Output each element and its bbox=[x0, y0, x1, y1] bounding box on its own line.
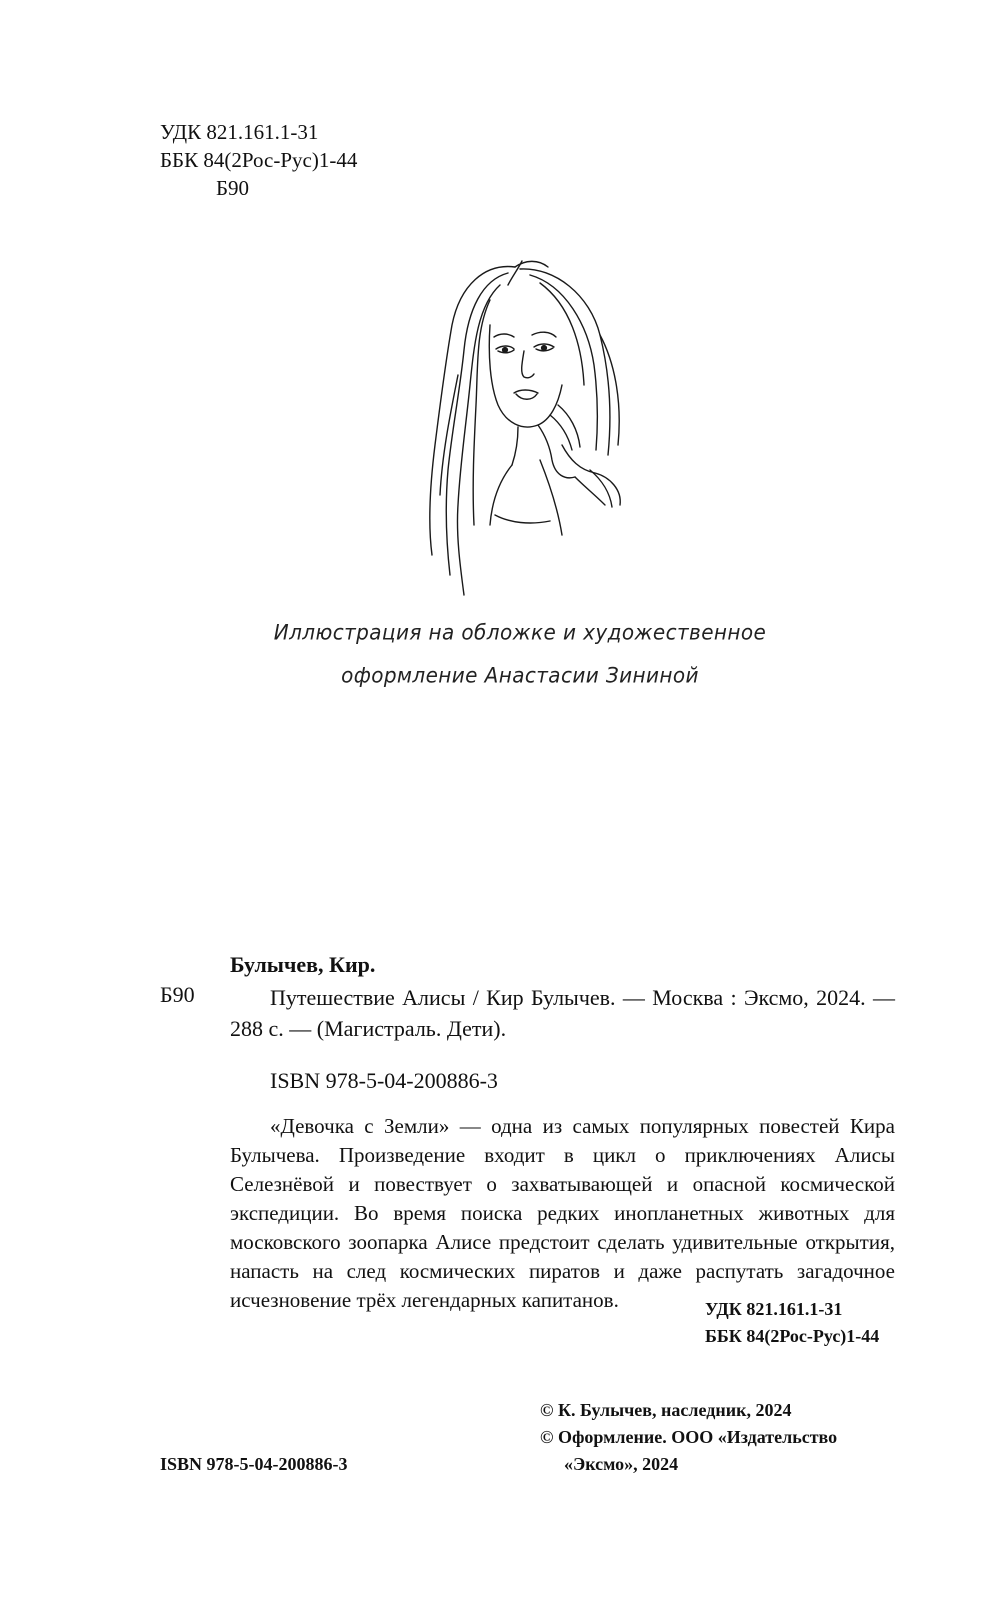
illustration-credit-line-1: Иллюстрация на обложке и художественное bbox=[273, 619, 767, 645]
udk-code-bottom: УДК 821.161.1-31 bbox=[705, 1299, 843, 1319]
udk-code: УДК 821.161.1-31 bbox=[160, 120, 319, 144]
illustration-credit-line-2: оформление Анастасии Зининой bbox=[341, 662, 699, 688]
classification-bottom bbox=[705, 1296, 879, 1350]
book-annotation: «Девочка с Земли» — одна из самых популярных повестей Кира Булычева. Произведение входит в цикл о приключениях Алисы Селезнёвой и повествует о захватывающей и опасной космической экспедиции. Во время поиска редких инопланетных животных для московского зоопарка Алисе предстоит сделать удивительные открытия, напасть на след космических пиратов и даже распутать загадочное исчезновение трёх легендарных капитанов. bbox=[230, 1114, 895, 1312]
copyright-block bbox=[540, 1397, 910, 1478]
isbn-record: ISBN 978-5-04-200886-3 bbox=[270, 1068, 498, 1093]
bbk-code: ББК 84(2Рос-Рус)1-44 bbox=[160, 148, 358, 172]
author-code: Б90 bbox=[216, 176, 250, 200]
copyright-line-3: «Эксмо», 2024 bbox=[564, 1454, 679, 1474]
bibliographic-description: Путешествие Алисы / Кир Булычев. — Москва : Эксмо, 2024. — 288 с. — (Магистраль. Дети). bbox=[230, 985, 895, 1041]
author-name: Булычев, Кир. bbox=[230, 952, 376, 977]
bibliography-code: Б90 bbox=[160, 982, 195, 1007]
girl-portrait-icon bbox=[390, 255, 630, 600]
bbk-code-bottom: ББК 84(2Рос-Рус)1-44 bbox=[705, 1326, 880, 1346]
copyright-line-2: © Оформление. ООО «Издательство bbox=[540, 1427, 838, 1447]
isbn-bottom: ISBN 978-5-04-200886-3 bbox=[160, 1454, 348, 1474]
copyright-line-1: © К. Булычев, наследник, 2024 bbox=[540, 1400, 792, 1420]
classification-top bbox=[160, 118, 357, 202]
